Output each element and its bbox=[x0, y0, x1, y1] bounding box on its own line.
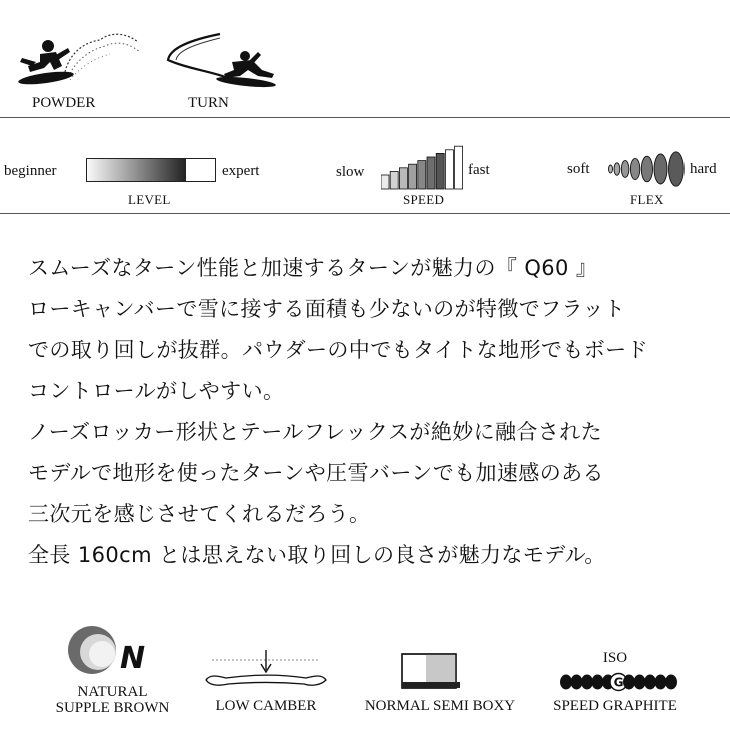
level-caption: LEVEL bbox=[128, 192, 171, 207]
level-bar bbox=[86, 158, 216, 182]
speed-bar bbox=[381, 175, 389, 189]
speed-right-label: fast bbox=[468, 162, 490, 178]
divider-top bbox=[0, 117, 730, 118]
speed-left-label: slow bbox=[336, 164, 365, 180]
ride-style-label: POWDER bbox=[32, 95, 96, 111]
graphite-pellet bbox=[560, 675, 572, 690]
speed-bars bbox=[381, 144, 465, 190]
description-line: 三次元を感じさせてくれるだろう。 bbox=[28, 502, 371, 526]
speed-bar bbox=[427, 157, 435, 189]
semi-boxy-edge-icon bbox=[352, 648, 528, 690]
graphite-pellet bbox=[644, 675, 656, 690]
description-line: モデルで地形を使ったターンや圧雪バーンでも加速感のある bbox=[28, 461, 604, 485]
speed-bar bbox=[399, 168, 407, 189]
feature-iso-label: ISO bbox=[602, 650, 628, 666]
feature-speed-graphite bbox=[540, 650, 690, 720]
description-line: ローキャンバーで雪に接する面積も少ないのが特徴でフラット bbox=[28, 297, 626, 321]
flex-caption: FLEX bbox=[630, 192, 664, 207]
feature-label: LOW CAMBER bbox=[215, 698, 317, 714]
flex-right-label: hard bbox=[690, 161, 717, 177]
description-line: スムーズなターン性能と加速するターンが魅力の『 Q60 』 bbox=[28, 256, 598, 280]
feature-label bbox=[40, 684, 185, 716]
divider-bottom bbox=[0, 213, 730, 214]
feature-label: SPEED GRAPHITE bbox=[553, 698, 677, 714]
speed-bar bbox=[455, 146, 463, 189]
low-camber-icon bbox=[200, 648, 332, 690]
natural-badge: N bbox=[120, 641, 146, 676]
powder-rider-icon bbox=[10, 22, 150, 97]
flex-discs bbox=[605, 146, 685, 192]
description-line: 全長 160cm とは思えない取り回しの良さが魅力なモデル。 bbox=[28, 543, 606, 567]
speed-bar bbox=[409, 164, 417, 189]
description-line: ノーズロッカー形状とテールフレックスが絶妙に融合された bbox=[28, 420, 603, 444]
natural-core-icon bbox=[40, 620, 185, 682]
feature-natural bbox=[40, 620, 185, 720]
level-left-label: beginner bbox=[4, 163, 57, 179]
graphite-pellet bbox=[634, 675, 646, 690]
flex-disc bbox=[641, 156, 652, 182]
graphite-pellet bbox=[571, 675, 583, 690]
description-line: での取り回しが抜群。パウダーの中でもタイトな地形でもボード bbox=[28, 338, 648, 362]
flex-disc bbox=[654, 154, 667, 184]
description-line: コントロールがしやすい。 bbox=[28, 379, 285, 403]
speed-bar bbox=[390, 171, 398, 189]
feature-semi-boxy bbox=[352, 648, 528, 718]
speed-bar bbox=[436, 153, 444, 189]
flex-disc bbox=[630, 158, 639, 179]
graphite-pellet bbox=[623, 675, 635, 690]
ride-style-label: TURN bbox=[188, 95, 229, 111]
graphite-pellet bbox=[592, 675, 604, 690]
speed-bar bbox=[445, 150, 453, 189]
graphite-badge: G bbox=[613, 675, 624, 690]
feature-label: NORMAL SEMI BOXY bbox=[364, 698, 516, 714]
speed-caption: SPEED bbox=[403, 192, 445, 207]
flex-disc bbox=[669, 152, 684, 186]
graphite-pellet bbox=[655, 675, 667, 690]
level-right-label: expert bbox=[222, 163, 260, 179]
ride-style-turn bbox=[150, 22, 290, 117]
graphite-pellet bbox=[581, 675, 593, 690]
speed-graphite-icon bbox=[540, 672, 690, 692]
feature-label-line: NATURAL bbox=[77, 684, 148, 700]
product-description bbox=[28, 248, 718, 576]
ride-style-powder bbox=[10, 22, 150, 117]
feature-low-camber bbox=[200, 648, 332, 718]
graphite-pellet bbox=[665, 675, 677, 690]
turn-rider-icon bbox=[150, 22, 290, 97]
level-bar-fill bbox=[87, 159, 186, 181]
flex-disc bbox=[609, 165, 613, 173]
feature-label-line: SUPPLE BROWN bbox=[55, 700, 170, 716]
flex-disc bbox=[614, 163, 620, 175]
speed-bar bbox=[418, 161, 426, 189]
flex-disc bbox=[621, 161, 629, 178]
flex-left-label: soft bbox=[567, 161, 590, 177]
